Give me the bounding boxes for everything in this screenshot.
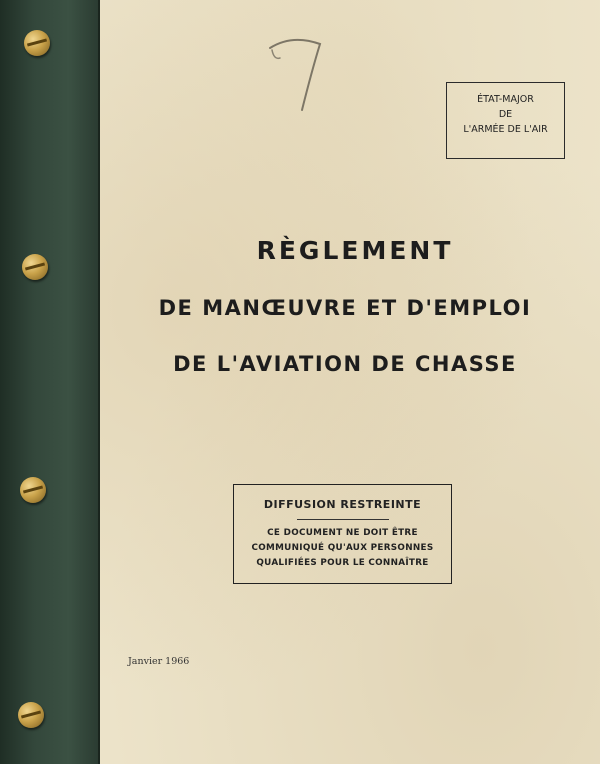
binding-screw-icon	[22, 254, 48, 280]
restricted-heading: DIFFUSION RESTREINTE	[263, 498, 422, 511]
document-subtitle-line-2: DE L'AVIATION DE CHASSE	[173, 352, 517, 376]
document-subtitle-line-1: DE MANŒUVRE ET D'EMPLOI	[158, 296, 532, 320]
divider	[297, 519, 389, 520]
binding-screw-icon	[18, 702, 44, 728]
publication-date: Janvier 1966	[128, 656, 190, 667]
handwritten-pencil-mark	[262, 30, 332, 120]
restricted-line-3: QUALIFIÉES POUR LE CONNAÎTRE	[256, 558, 429, 568]
issuer-line-1: ÉTAT-MAJOR	[477, 94, 534, 105]
issuer-line-3: L'ARMÉE DE L'AIR	[463, 124, 548, 135]
restricted-distribution-box	[233, 484, 452, 584]
restricted-line-2: COMMUNIQUÉ QU'AUX PERSONNES	[251, 543, 434, 553]
binding-spine	[0, 0, 100, 764]
binding-screw-icon	[20, 477, 46, 503]
issuer-stamp-box	[446, 82, 565, 159]
restricted-line-1: CE DOCUMENT NE DOIT ÊTRE	[267, 528, 418, 538]
binding-screw-icon	[24, 30, 50, 56]
document-title: RÈGLEMENT	[256, 236, 454, 265]
issuer-line-2: DE	[498, 109, 513, 120]
